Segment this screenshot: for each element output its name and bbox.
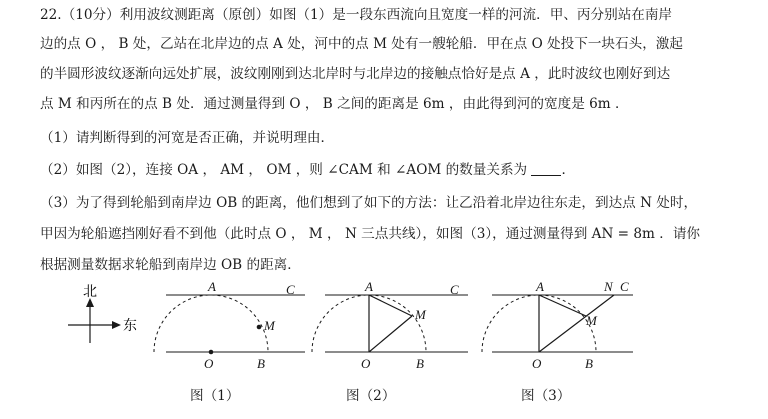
problem-line-2: 边的点 O ， B 处，乙站在北岸边的点 A 处，河中的点 M 处有一艘轮船．甲在点 O 处投下一块石头，激起 bbox=[40, 36, 683, 52]
fig3-label-m: M bbox=[586, 313, 597, 328]
segment-on bbox=[539, 295, 614, 352]
figure-2 bbox=[312, 295, 468, 352]
figure-1 bbox=[154, 295, 305, 354]
fig1-label-o: O bbox=[204, 356, 214, 371]
question-3-line-1: （3）为了得到轮船到南岸边 OB 的距离，他们想到了如下的方法：让乙沿着北岸边往东走，到达点 N 处时， bbox=[40, 195, 698, 211]
segment-om bbox=[369, 316, 412, 352]
question-2-text: （2）如图（2），连接 OA ， AM ， OM ，则 ∠CAM 和 ∠AOM 的数量关系为 bbox=[40, 162, 528, 178]
wave-arc bbox=[154, 295, 268, 352]
fig2-label-a: A bbox=[365, 279, 373, 294]
question-1: （1）请判断得到的河宽是否正确，并说明理由． bbox=[40, 130, 335, 146]
question-3-line-2: 甲因为轮船遮挡刚好看不到他（此时点 O ， M ， N 三点共线），如图（3），通过测量得到 AN = 8m ．请你 bbox=[40, 226, 701, 242]
fig1-label-c: C bbox=[286, 282, 295, 297]
figure-3 bbox=[482, 295, 633, 352]
point-o-dot bbox=[209, 350, 214, 355]
east-label: 东 bbox=[123, 319, 137, 334]
figure-2-caption: 图（2） bbox=[346, 388, 396, 404]
figure-1-caption: 图（1） bbox=[190, 388, 240, 404]
fig3-label-a: A bbox=[536, 279, 544, 294]
question-2-end: ． bbox=[561, 162, 576, 178]
compass bbox=[68, 298, 121, 343]
figure-3-caption: 图（3） bbox=[521, 388, 571, 404]
fig3-label-n: N bbox=[604, 279, 613, 294]
problem-line-4: 点 M 和丙所在的点 B 处．通过测量得到 O ， B 之间的距离是 6m ，由此得到河的宽度是 6m ． bbox=[40, 96, 629, 112]
fig3-label-o: O bbox=[532, 356, 542, 371]
fig1-label-m: M bbox=[264, 318, 275, 333]
north-label: 北 bbox=[83, 285, 97, 300]
problem-line-3: 的半圆形波纹逐渐向远处扩展，波纹刚刚到达北岸时与北岸边的接触点恰好是点 A ，此时波纹也刚好到达 bbox=[40, 66, 671, 82]
fig3-label-b: B bbox=[585, 356, 593, 371]
fig2-label-o: O bbox=[361, 356, 371, 371]
segment-am bbox=[539, 295, 586, 316]
point-m-dot bbox=[257, 325, 262, 330]
segment-am bbox=[369, 295, 412, 316]
fig2-label-c: C bbox=[450, 282, 459, 297]
fig3-label-c: C bbox=[620, 279, 629, 294]
east-arrow-icon bbox=[112, 321, 121, 329]
fig1-label-b: B bbox=[257, 356, 265, 371]
fig2-label-m: M bbox=[415, 307, 426, 322]
question-3-line-3: 根据测量数据求轮船到南岸边 OB 的距离． bbox=[40, 257, 301, 273]
fig2-label-b: B bbox=[416, 356, 424, 371]
problem-line-1: 22.（10分）利用波纹测距离（原创）如图（1）是一段东西流向且宽度一样的河流．甲、丙分别站在南岸 bbox=[40, 7, 673, 23]
fig1-label-a: A bbox=[208, 279, 216, 294]
